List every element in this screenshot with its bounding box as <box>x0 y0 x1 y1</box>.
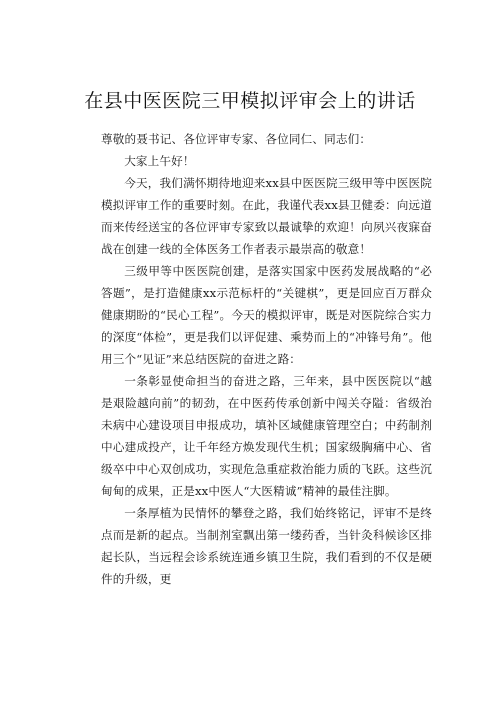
document-title: 在县中医医院三甲模拟评审会上的讲话 <box>84 90 416 112</box>
paragraph: 大家上午好！ <box>124 154 195 168</box>
salutation: 尊敬的聂书记、各位评审专家、各位同仁、同志们： <box>101 132 372 146</box>
paragraph: 一条彰显使命担当的奋进之路，三年来，县中医医院以“越是艰险越向前”的韧劲，在中医药传承创新中闯关夺隘：省级治未病中心建设项目申报成功，填补区域健康管理空白；中药制剂中心建成投产，让千年经方焕发现代生机；国家级胸痛中心、省级卒中中心双创成功，实现危急重症救治能力质的飞跃。这些沉甸甸的成果，正是xx中医人“大医精诚”精神的最佳注脚。 <box>101 374 432 498</box>
paragraph: 三级甲等中医医院创建，是落实国家中医药发展战略的“必答题”，是打造健康xx示范标杆的“关键棋”，更是回应百万群众健康期盼的“民心工程”。今天的模拟评审，既是对医院综合实力的深度“体检”，更是我们以评促建、乘势而上的“冲锋号角”。他用三个“见证”来总结医院的奋进之路： <box>101 264 432 366</box>
paragraph: 今天，我们满怀期待地迎来xx县中医医院三级甲等中医医院模拟评审工作的重要时刻。在此，我谨代表xx县卫健委：向远道而来传经送宝的各位评审专家致以最诚挚的欢迎！向夙兴夜寐奋战在创建一线的全体医务工作者表示最崇高的敬意！ <box>101 176 432 256</box>
paragraph: 一条厚植为民情怀的攀登之路，我们始终铭记，评审不是终点而是新的起点。当制剂室飘出第一缕药香，当针灸科候诊区排起长队，当远程会诊系统连通乡镇卫生院，我们看到的不仅是硬件的升级，更 <box>101 506 432 586</box>
document-body <box>101 128 432 590</box>
